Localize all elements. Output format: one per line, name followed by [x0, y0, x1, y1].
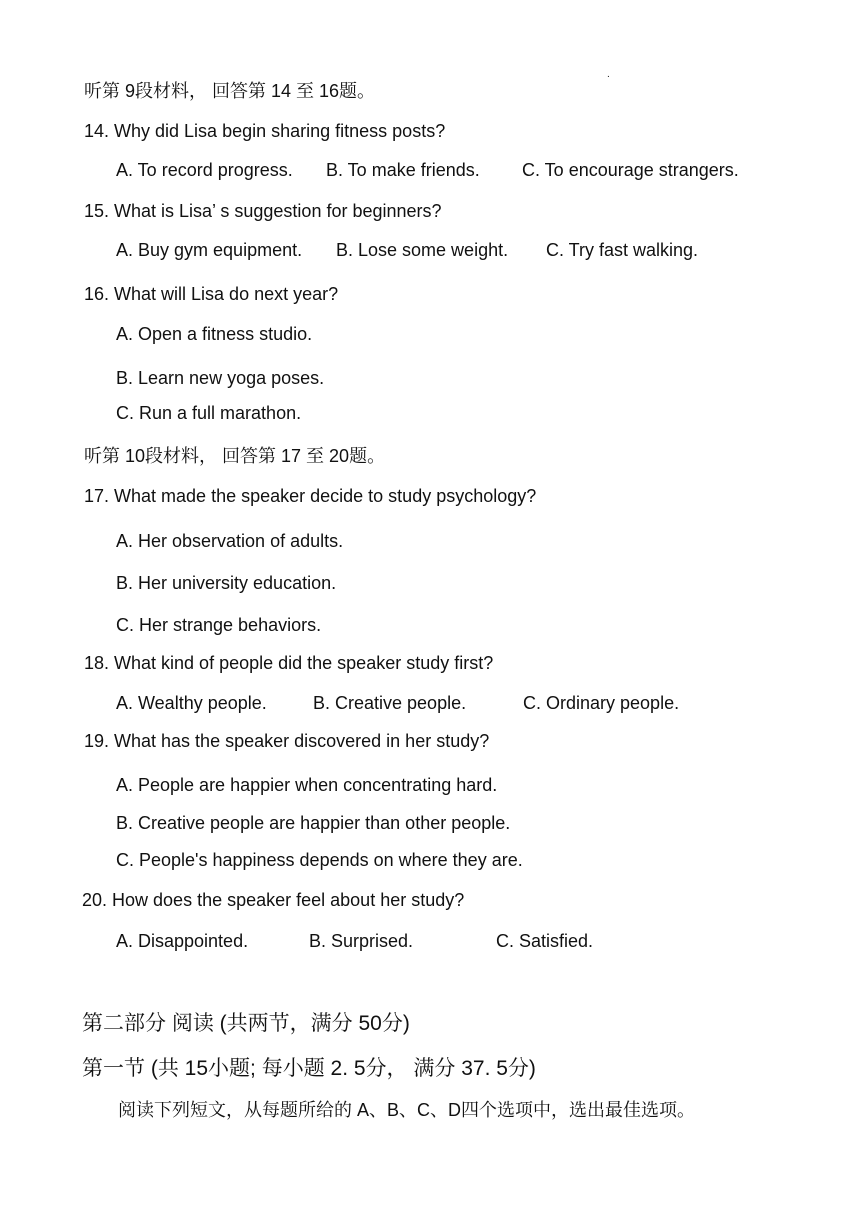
q14-option-b: B. To make friends. — [326, 160, 480, 180]
q16-question: 16. What will Lisa do next year? — [84, 284, 339, 304]
reading-instruction: 阅读下列短文，从每题所给的 A、B、C、D四个选项中，选出最佳选项。 — [118, 1100, 696, 1120]
q18-option-c: C. Ordinary people. — [523, 693, 680, 713]
q14-option-c: C. To encourage strangers. — [522, 160, 739, 180]
q19-option-c: C. People's happiness depends on where they are. — [116, 850, 523, 870]
q18-option-a: A. Wealthy people. — [116, 693, 267, 713]
q18-option-b: B. Creative people. — [313, 693, 467, 713]
q15-question: 15. What is Lisa’ s suggestion for beginners? — [84, 201, 442, 221]
q15-option-c: C. Try fast walking. — [546, 240, 699, 260]
q17-option-b: B. Her university education. — [116, 573, 337, 593]
q17-option-a: A. Her observation of adults. — [116, 531, 344, 551]
q19-option-b: B. Creative people are happier than other people. — [116, 813, 511, 833]
q19-option-a: A. People are happier when concentrating hard. — [116, 775, 498, 795]
q17-option-c: C. Her strange behaviors. — [116, 615, 322, 635]
q20-option-c: C. Satisfied. — [496, 931, 594, 951]
q16-option-a: A. Open a fitness studio. — [116, 324, 313, 344]
q20-question: 20. How does the speaker feel about her study? — [82, 890, 465, 910]
q18-question: 18. What kind of people did the speaker study first? — [84, 653, 494, 673]
q20-option-a: A. Disappointed. — [116, 931, 249, 951]
q19-question: 19. What has the speaker discovered in her study? — [84, 731, 490, 751]
q14-question: 14. Why did Lisa begin sharing fitness posts? — [84, 121, 446, 141]
q17-question: 17. What made the speaker decide to study psychology? — [84, 486, 537, 506]
q15-option-a: A. Buy gym equipment. — [116, 240, 303, 260]
q15-option-b: B. Lose some weight. — [336, 240, 509, 260]
stray-dot: . — [607, 69, 610, 80]
q20-option-b: B. Surprised. — [309, 931, 414, 951]
section10-heading: 听第 10段材料， 回答第 17 至 20题。 — [84, 446, 386, 466]
q14-option-a: A. To record progress. — [116, 160, 293, 180]
section9-heading: 听第 9段材料， 回答第 14 至 16题。 — [84, 81, 376, 101]
part2-heading: 第二部分 阅读 (共两节，满分 50分) — [82, 1012, 410, 1035]
q16-option-b: B. Learn new yoga poses. — [116, 368, 325, 388]
section1-heading: 第一节 (共 15小题; 每小题 2. 5分， 满分 37. 5分) — [82, 1057, 536, 1080]
q16-option-c: C. Run a full marathon. — [116, 403, 302, 423]
